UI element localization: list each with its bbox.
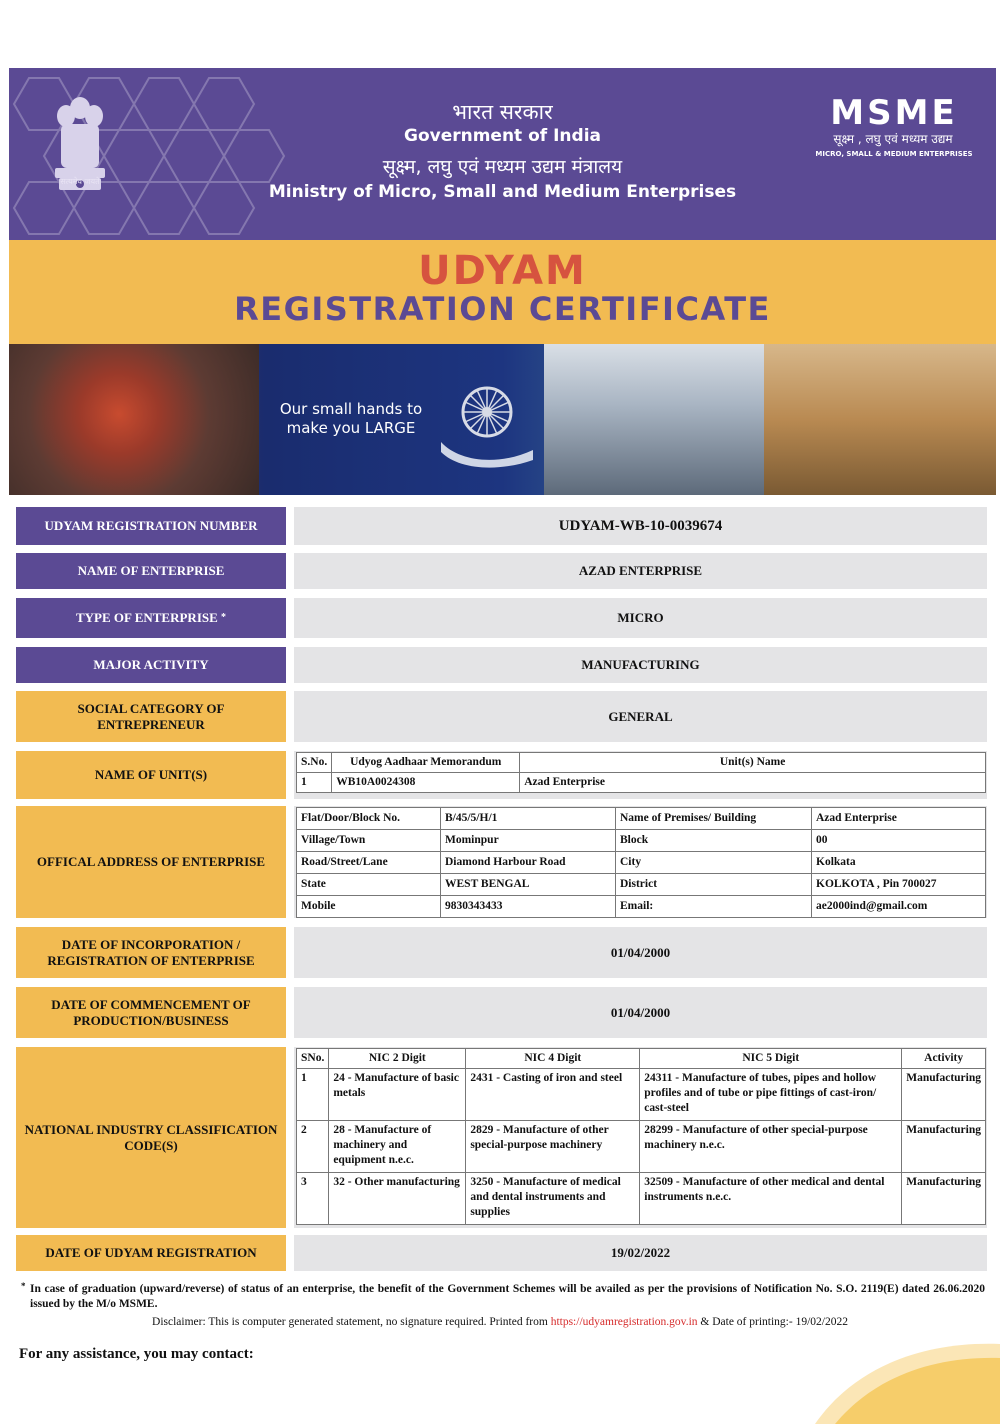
social-category-label: SOCIAL CATEGORY OF ENTREPRENEUR: [16, 691, 286, 742]
address-key: Village/Town: [297, 830, 441, 852]
nic-header-4digit: NIC 4 Digit: [466, 1049, 640, 1069]
units-cell-name: Azad Enterprise: [520, 773, 986, 793]
nic-cell-2digit: 24 - Manufacture of basic metals: [329, 1069, 466, 1121]
open-hand-icon: [439, 432, 535, 468]
enterprise-name-label: NAME OF ENTERPRISE: [16, 553, 286, 589]
banner-tagline-line2: make you LARGE: [286, 419, 416, 437]
address-key: Mobile: [297, 896, 441, 918]
address-value: 00: [812, 830, 986, 852]
address-label: OFFICAL ADDRESS OF ENTERPRISE: [16, 806, 286, 918]
units-header-sno: S.No.: [297, 753, 332, 773]
row-social-category: [16, 691, 987, 742]
units-cell-sno: 1: [297, 773, 332, 793]
row-enterprise-type: [16, 598, 987, 638]
ministry-hindi-title: सूक्ष्म, लघु एवं मध्यम उद्यम मंत्रालय: [382, 156, 623, 178]
title-certificate: REGISTRATION CERTIFICATE: [234, 290, 771, 328]
address-value: ae2000ind@gmail.com: [812, 896, 986, 918]
nic-header-row: [297, 1049, 986, 1069]
udyam-date-label: DATE OF UDYAM REGISTRATION: [16, 1235, 286, 1271]
banner-tagline-line1: Our small hands to: [279, 400, 423, 418]
msme-logo-english: MICRO, SMALL & MEDIUM ENTERPRISES: [815, 150, 973, 158]
table-row: [297, 1069, 986, 1121]
nic-cell-sno: 2: [297, 1121, 329, 1173]
address-key: City: [616, 852, 812, 874]
disclaimer-prefix: Disclaimer: This is computer generated statement, no signature required. Printed from: [152, 1316, 548, 1328]
units-table: [296, 752, 986, 793]
govt-hindi-title: भारत सरकार: [452, 100, 553, 124]
registration-number-label: UDYAM REGISTRATION NUMBER: [16, 507, 286, 545]
table-row: [297, 852, 986, 874]
nic-cell-4digit: 2829 - Manufacture of other special-purpose machinery: [466, 1121, 640, 1173]
address-value: 9830343433: [441, 896, 616, 918]
nic-table: [296, 1048, 986, 1225]
address-key: State: [297, 874, 441, 896]
row-udyam-date: [16, 1235, 987, 1271]
enterprise-name-value: AZAD ENTERPRISE: [294, 553, 987, 589]
units-header-row: [297, 753, 986, 773]
disclaimer: [0, 1316, 1000, 1328]
address-key: Flat/Door/Block No.: [297, 808, 441, 830]
address-table: [296, 807, 986, 918]
footnote-asterisk: *: [21, 1281, 26, 1291]
office-photo: [544, 344, 764, 495]
enterprise-type-label: [16, 598, 286, 638]
row-incorporation-date: [16, 927, 987, 978]
enterprise-type-value: MICRO: [294, 598, 987, 638]
disclaimer-suffix: & Date of printing:- 19/02/2022: [700, 1316, 848, 1328]
major-activity-label: MAJOR ACTIVITY: [16, 647, 286, 683]
footnote-text: In case of graduation (upward/reverse) of status of an enterprise, the benefit of the Government Schemes will be availed as per the provisions of Notification No. S.O. 2119(E) dated 26.06.2020 issued by the M/o MSME.: [30, 1283, 985, 1310]
enterprise-type-asterisk: *: [221, 612, 227, 623]
msme-logo-icon: [819, 94, 969, 128]
nic-header-5digit: NIC 5 Digit: [640, 1049, 902, 1069]
incorporation-date-value: 01/04/2000: [294, 927, 987, 978]
units-cell-uam: WB10A0024308: [332, 773, 520, 793]
banner-image: [9, 344, 996, 495]
units-header-uam: Udyog Aadhaar Memorandum: [332, 753, 520, 773]
nic-cell-4digit: 3250 - Manufacture of medical and dental instruments and supplies: [466, 1173, 640, 1225]
nic-cell-activity: Manufacturing: [902, 1173, 986, 1225]
nic-cell-5digit: 32509 - Manufacture of other medical and dental instruments n.e.c.: [640, 1173, 902, 1225]
address-key: Block: [616, 830, 812, 852]
nic-table-container: [294, 1047, 987, 1228]
nic-cell-2digit: 28 - Manufacture of machinery and equipment n.e.c.: [329, 1121, 466, 1173]
nic-header-2digit: NIC 2 Digit: [329, 1049, 466, 1069]
table-row: [297, 808, 986, 830]
row-commencement-date: [16, 987, 987, 1038]
address-table-container: [294, 806, 987, 918]
govt-english-title: Government of India: [403, 126, 601, 146]
row-major-activity: [16, 647, 987, 683]
address-value: B/45/5/H/1: [441, 808, 616, 830]
nic-cell-5digit: 28299 - Manufacture of other special-purpose machinery n.e.c.: [640, 1121, 902, 1173]
ministry-english-title: Ministry of Micro, Small and Medium Enterprises: [268, 182, 737, 202]
commencement-date-label: DATE OF COMMENCEMENT OF PRODUCTION/BUSINESS: [16, 987, 286, 1038]
table-row: [297, 773, 986, 793]
units-header-name: Unit(s) Name: [520, 753, 986, 773]
title-udyam: UDYAM: [418, 248, 587, 294]
row-nic-codes: [16, 1047, 987, 1228]
address-key: Road/Street/Lane: [297, 852, 441, 874]
table-row: [297, 1173, 986, 1225]
emblem-motto: सत्यमेव जयते: [60, 177, 100, 186]
udyam-date-value: 19/02/2022: [294, 1235, 987, 1271]
msme-logo-hindi: सूक्ष्म , लघु एवं मध्यम उद्यम: [833, 132, 953, 146]
address-value: KOLKOTA , Pin 700027: [812, 874, 986, 896]
table-row: [297, 830, 986, 852]
address-key: Email:: [616, 896, 812, 918]
registration-number-value: UDYAM-WB-10-0039674: [294, 507, 987, 545]
address-value: Diamond Harbour Road: [441, 852, 616, 874]
assistance-text: For any assistance, you may contact:: [19, 1346, 254, 1362]
banner-tagline: [271, 400, 431, 438]
nic-cell-sno: 1: [297, 1069, 329, 1121]
commencement-date-value: 01/04/2000: [294, 987, 987, 1038]
nic-cell-5digit: 24311 - Manufacture of tubes, pipes and hollow profiles and of tube or pipe fittings of cast-iron/ cast-steel: [640, 1069, 902, 1121]
nic-header-activity: Activity: [902, 1049, 986, 1069]
nic-header-sno: SNo.: [297, 1049, 329, 1069]
address-value: Azad Enterprise: [812, 808, 986, 830]
table-row: [297, 896, 986, 918]
units-label: NAME OF UNIT(S): [16, 751, 286, 799]
farm-photo: [764, 344, 996, 495]
address-value: Kolkata: [812, 852, 986, 874]
corner-swoosh-icon: [815, 1336, 1000, 1424]
address-value: WEST BENGAL: [441, 874, 616, 896]
footnote: [21, 1281, 985, 1312]
artisan-photo: [9, 344, 259, 495]
social-category-value: GENERAL: [294, 691, 987, 742]
msme-logo-text: MSME: [830, 94, 958, 128]
row-registration-number: [16, 507, 987, 545]
nic-cell-4digit: 2431 - Casting of iron and steel: [466, 1069, 640, 1121]
title-band: [9, 240, 996, 344]
major-activity-value: MANUFACTURING: [294, 647, 987, 683]
portal-link[interactable]: https://udyamregistration.gov.in: [550, 1316, 698, 1328]
header-band: [9, 68, 996, 240]
row-address: [16, 806, 987, 918]
units-table-container: [294, 751, 987, 799]
nic-codes-label: NATIONAL INDUSTRY CLASSIFICATION CODE(S): [16, 1047, 286, 1228]
address-key: Name of Premises/ Building: [616, 808, 812, 830]
table-row: [297, 1121, 986, 1173]
nic-cell-2digit: 32 - Other manufacturing: [329, 1173, 466, 1225]
enterprise-type-label-text: TYPE OF ENTERPRISE: [75, 610, 218, 625]
nic-cell-sno: 3: [297, 1173, 329, 1225]
table-row: [297, 874, 986, 896]
nic-cell-activity: Manufacturing: [902, 1069, 986, 1121]
address-key: District: [616, 874, 812, 896]
incorporation-date-label: DATE OF INCORPORATION / REGISTRATION OF ENTERPRISE: [16, 927, 286, 978]
row-units: [16, 751, 987, 799]
address-value: Mominpur: [441, 830, 616, 852]
nic-cell-activity: Manufacturing: [902, 1121, 986, 1173]
row-enterprise-name: [16, 553, 987, 589]
